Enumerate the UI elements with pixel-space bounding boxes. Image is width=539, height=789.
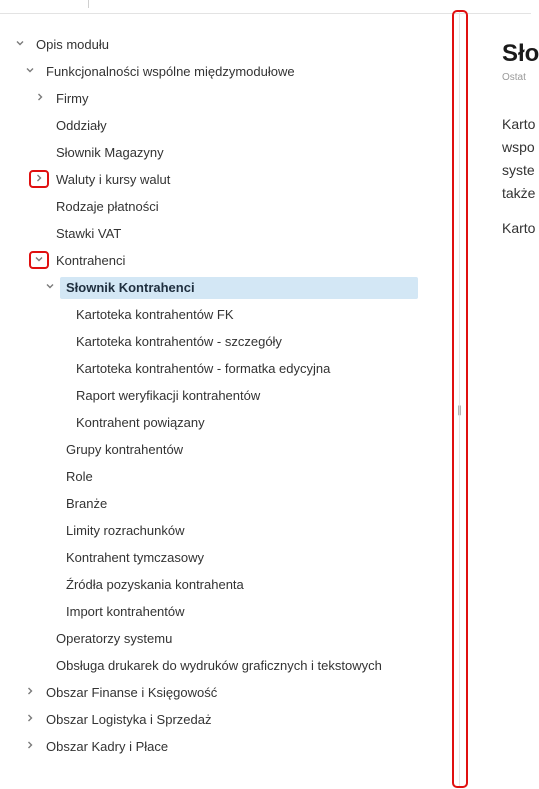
tree-item-label: Firmy — [56, 91, 89, 106]
tree-item-label: Obszar Kadry i Płace — [46, 739, 169, 754]
tree-item-label: Kontrahent tymczasowy — [66, 550, 205, 565]
tree-item-label: Obsługa drukarek do wydruków graficznych i tekstowych — [56, 658, 382, 673]
chevron-right-icon[interactable] — [22, 679, 38, 706]
tree-item-label: Słownik Kontrahenci — [66, 280, 195, 295]
tree-item-label: Grupy kontrahentów — [66, 442, 184, 457]
tree-item-label: Oddziały — [56, 118, 107, 133]
chevron-down-icon[interactable] — [31, 247, 47, 274]
top-toolbar — [0, 0, 531, 14]
paragraph-line: wspo — [502, 139, 535, 155]
page-title: Sło — [502, 40, 539, 67]
tree-item-label: Operatorzy systemu — [56, 631, 173, 646]
tree-item-label: Kontrahent powiązany — [76, 415, 205, 430]
tree-item-label: Branże — [66, 496, 108, 511]
tree-item-obsluga-drukarek[interactable] — [0, 652, 440, 679]
tree-item-label: Słownik Magazyny — [56, 145, 164, 160]
tree-item-obszar-kadry[interactable] — [0, 733, 440, 760]
chevron-down-icon[interactable] — [42, 274, 58, 301]
tree-item-funkcjonalnosci[interactable] — [0, 58, 440, 85]
tree-item-kontrahent-powiazany[interactable] — [0, 409, 440, 436]
navigation-tree — [0, 31, 440, 760]
tree-item-raport-weryfikacji[interactable] — [0, 382, 440, 409]
chevron-down-icon[interactable] — [12, 31, 28, 58]
tree-item-role[interactable] — [0, 463, 440, 490]
tree-item-kartoteka-fk[interactable] — [0, 301, 440, 328]
paragraph-line: syste — [502, 162, 535, 178]
tree-item-slownik-kontrahenci[interactable] — [0, 274, 440, 301]
tree-item-import-kontrahentow[interactable] — [0, 598, 440, 625]
tree-item-label: Kontrahenci — [56, 253, 126, 268]
tree-item-label: Obszar Finanse i Księgowość — [46, 685, 218, 700]
tree-item-obszar-finanse[interactable] — [0, 679, 440, 706]
tree-item-label: Kartoteka kontrahentów - formatka edycyjna — [76, 361, 331, 376]
article-content — [502, 38, 539, 240]
paragraph-line: Karto — [502, 220, 536, 236]
tree-item-label: Kartoteka kontrahentów FK — [76, 307, 234, 322]
tree-item-oddzialy[interactable] — [0, 112, 440, 139]
chevron-right-icon[interactable] — [22, 733, 38, 760]
tree-item-grupy-kontrahentow[interactable] — [0, 436, 440, 463]
tree-item-zrodla-pozyskania[interactable] — [0, 571, 440, 598]
tree-item-stawki-vat[interactable] — [0, 220, 440, 247]
toolbar-separator — [88, 0, 89, 8]
chevron-right-icon[interactable] — [31, 166, 47, 193]
tree-item-label: Import kontrahentów — [66, 604, 185, 619]
tree-item-opis-modulu[interactable] — [0, 31, 440, 58]
tree-item-kontrahenci[interactable] — [0, 247, 440, 274]
tree-item-label: Role — [66, 469, 93, 484]
chevron-right-icon[interactable] — [22, 706, 38, 733]
tree-item-kartoteka-szczegoly[interactable] — [0, 328, 440, 355]
tree-item-label: Źródła pozyskania kontrahenta — [66, 577, 244, 592]
tree-item-label: Raport weryfikacji kontrahentów — [76, 388, 261, 403]
drag-grip-icon[interactable]: ‖ — [457, 405, 462, 416]
tree-item-firmy[interactable] — [0, 85, 440, 112]
last-updated-meta: Ostat — [502, 72, 526, 83]
tree-item-label: Funkcjonalności wspólne międzymodułowe — [46, 64, 295, 79]
tree-item-branze[interactable] — [0, 490, 440, 517]
tree-item-rodzaje-platnosci[interactable] — [0, 193, 440, 220]
tree-item-label: Obszar Logistyka i Sprzedaż — [46, 712, 212, 727]
tree-item-slownik-magazyny[interactable] — [0, 139, 440, 166]
tree-item-label: Opis modułu — [36, 37, 109, 52]
tree-item-limity-rozrachunkow[interactable] — [0, 517, 440, 544]
tree-item-kartoteka-formatka[interactable] — [0, 355, 440, 382]
tree-item-label: Limity rozrachunków — [66, 523, 185, 538]
tree-item-label: Stawki VAT — [56, 226, 122, 241]
paragraph-line: Karto — [502, 116, 536, 132]
tree-item-operatorzy-systemu[interactable] — [0, 625, 440, 652]
tree-item-label: Waluty i kursy walut — [56, 172, 171, 187]
tree-item-kontrahent-tymczasowy[interactable] — [0, 544, 440, 571]
panel-resize-handle[interactable] — [452, 10, 468, 788]
tree-item-obszar-logistyka[interactable] — [0, 706, 440, 733]
chevron-right-icon[interactable] — [32, 85, 48, 112]
tree-item-label: Rodzaje płatności — [56, 199, 159, 214]
chevron-down-icon[interactable] — [22, 58, 38, 85]
divider-line — [459, 12, 460, 786]
tree-item-waluty[interactable] — [0, 166, 440, 193]
paragraph-line: także — [502, 185, 536, 201]
tree-item-label: Kartoteka kontrahentów - szczegóły — [76, 334, 282, 349]
